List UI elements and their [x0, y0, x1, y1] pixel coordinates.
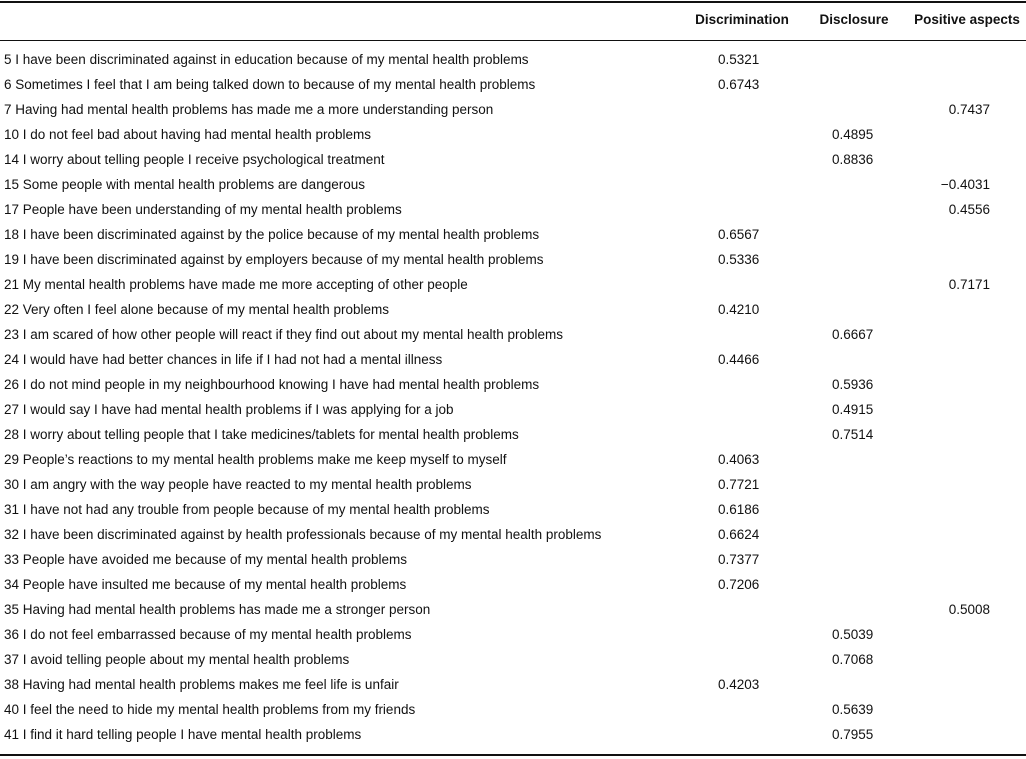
table-row: [0, 374, 1026, 399]
table-header-row: [0, 12, 1026, 34]
item-statement: 10 I do not feel bad about having had mental health problems: [4, 127, 372, 142]
loading-disclosure: 0.6667: [832, 327, 874, 342]
table-row: [0, 349, 1026, 374]
item-statement: 23 I am scared of how other people will react if they find out about my mental health problems: [4, 327, 564, 342]
loading-disclosure: 0.8836: [832, 152, 874, 167]
table-header-rule: [0, 40, 1026, 41]
item-statement: 30 I am angry with the way people have reacted to my mental health problems: [4, 477, 472, 492]
item-statement: 31 I have not had any trouble from people because of my mental health problems: [4, 502, 490, 517]
item-statement: 7 Having had mental health problems has made me a more understanding person: [4, 102, 494, 117]
table-row: [0, 124, 1026, 149]
table-row: [0, 549, 1026, 574]
item-statement: 29 People’s reactions to my mental health problems make me keep myself to myself: [4, 452, 507, 467]
table-row: [0, 574, 1026, 599]
table-row: [0, 49, 1026, 74]
table-row: [0, 74, 1026, 99]
item-statement: 26 I do not mind people in my neighbourhood knowing I have had mental health problems: [4, 377, 540, 392]
table-row: [0, 149, 1026, 174]
loading-discrimination: 0.6186: [718, 502, 760, 517]
item-statement: 34 People have insulted me because of my mental health problems: [4, 577, 407, 592]
table-row: [0, 399, 1026, 424]
loading-discrimination: 0.7206: [718, 577, 760, 592]
item-statement: 15 Some people with mental health problems are dangerous: [4, 177, 365, 192]
loading-discrimination: 0.7721: [718, 477, 760, 492]
table-row: [0, 524, 1026, 549]
item-statement: 40 I feel the need to hide my mental health problems from my friends: [4, 702, 416, 717]
item-statement: 28 I worry about telling people that I take medicines/tablets for mental health problems: [4, 427, 519, 442]
loading-discrimination: 0.4063: [718, 452, 760, 467]
table-row: [0, 649, 1026, 674]
loading-positive-aspects: −0.4031: [940, 177, 990, 192]
table-row: [0, 274, 1026, 299]
table-row: [0, 449, 1026, 474]
loading-disclosure: 0.5936: [832, 377, 874, 392]
loading-disclosure: 0.7514: [832, 427, 874, 442]
item-statement: 37 I avoid telling people about my mental health problems: [4, 652, 350, 667]
item-statement: 6 Sometimes I feel that I am being talked down to because of my mental health problems: [4, 77, 536, 92]
loading-disclosure: 0.7068: [832, 652, 874, 667]
column-header-disclosure: Disclosure: [819, 12, 889, 27]
item-statement: 17 People have been understanding of my mental health problems: [4, 202, 402, 217]
table-row: [0, 724, 1026, 749]
table-row: [0, 299, 1026, 324]
loading-positive-aspects: 0.7437: [948, 102, 990, 117]
table-row: [0, 624, 1026, 649]
table-row: [0, 699, 1026, 724]
loading-discrimination: 0.7377: [718, 552, 760, 567]
table-row: [0, 99, 1026, 124]
loading-positive-aspects: 0.7171: [948, 277, 990, 292]
table-row: [0, 424, 1026, 449]
item-statement: 32 I have been discriminated against by health professionals because of my mental health problems: [4, 527, 602, 542]
table-row: [0, 224, 1026, 249]
table-row: [0, 499, 1026, 524]
loading-discrimination: 0.6567: [718, 227, 760, 242]
item-statement: 41 I find it hard telling people I have mental health problems: [4, 727, 362, 742]
item-statement: 14 I worry about telling people I receive psychological treatment: [4, 152, 385, 167]
loading-positive-aspects: 0.5008: [948, 602, 990, 617]
loading-discrimination: 0.5336: [718, 252, 760, 267]
loading-positive-aspects: 0.4556: [948, 202, 990, 217]
loading-discrimination: 0.4203: [718, 677, 760, 692]
item-statement: 19 I have been discriminated against by employers because of my mental health problems: [4, 252, 544, 267]
loading-discrimination: 0.4466: [718, 352, 760, 367]
table-top-rule: [0, 1, 1026, 3]
table-row: [0, 174, 1026, 199]
loading-disclosure: 0.7955: [832, 727, 874, 742]
loading-disclosure: 0.4895: [832, 127, 874, 142]
item-statement: 27 I would say I have had mental health problems if I was applying for a job: [4, 402, 454, 417]
item-statement: 36 I do not feel embarrassed because of my mental health problems: [4, 627, 412, 642]
item-statement: 5 I have been discriminated against in education because of my mental health problems: [4, 52, 529, 67]
loading-disclosure: 0.4915: [832, 402, 874, 417]
column-header-positive-aspects: Positive aspects: [914, 12, 1020, 27]
item-statement: 38 Having had mental health problems makes me feel life is unfair: [4, 677, 399, 692]
table-row: [0, 674, 1026, 699]
item-statement: 21 My mental health problems have made me more accepting of other people: [4, 277, 468, 292]
table-row: [0, 599, 1026, 624]
loading-discrimination: 0.4210: [718, 302, 760, 317]
column-header-discrimination: Discrimination: [695, 12, 789, 27]
loading-discrimination: 0.6743: [718, 77, 760, 92]
table-row: [0, 474, 1026, 499]
loading-discrimination: 0.5321: [718, 52, 760, 67]
item-statement: 18 I have been discriminated against by the police because of my mental health problems: [4, 227, 540, 242]
table-row: [0, 249, 1026, 274]
loading-disclosure: 0.5039: [832, 627, 874, 642]
item-statement: 22 Very often I feel alone because of my mental health problems: [4, 302, 389, 317]
table-body: [0, 49, 1026, 749]
item-statement: 33 People have avoided me because of my mental health problems: [4, 552, 407, 567]
table-row: [0, 324, 1026, 349]
loading-discrimination: 0.6624: [718, 527, 760, 542]
item-statement: 24 I would have had better chances in life if I had not had a mental illness: [4, 352, 443, 367]
loading-disclosure: 0.5639: [832, 702, 874, 717]
item-statement: 35 Having had mental health problems has made me a stronger person: [4, 602, 431, 617]
table-row: [0, 199, 1026, 224]
table-bottom-rule: [0, 754, 1026, 756]
